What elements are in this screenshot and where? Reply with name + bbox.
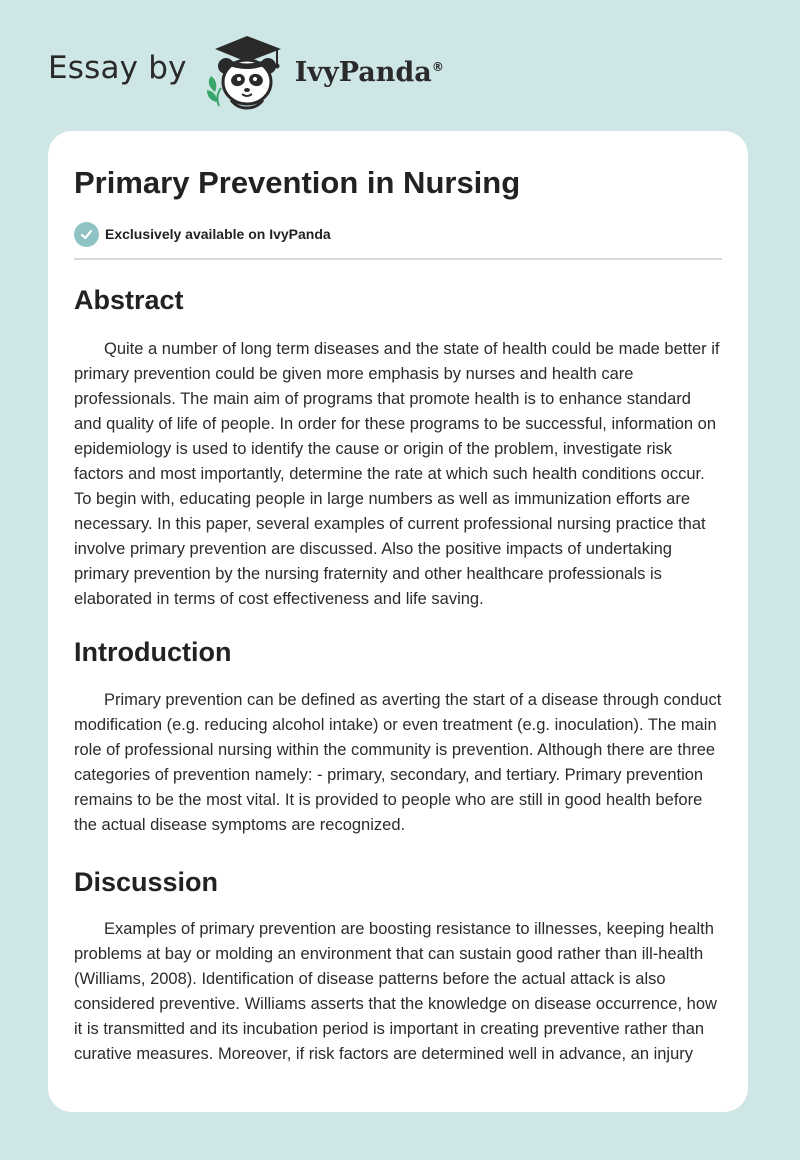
essay-card (48, 131, 748, 1112)
exclusive-badge-label: Exclusively available on IvyPanda (105, 226, 331, 242)
exclusive-badge (74, 220, 722, 248)
divider (74, 258, 722, 260)
brand-name (295, 57, 444, 88)
registered-mark: ® (431, 59, 444, 74)
brand-name-text: IvyPanda (294, 56, 432, 88)
brand-header (48, 32, 444, 112)
section-heading-abstract: Abstract (74, 285, 184, 315)
page-title: Primary Prevention in Nursing (74, 165, 521, 200)
section-body-introduction: Primary prevention can be defined as averting the start of a disease through conduct modification (e.g. reducing alcohol intake) or even treatment (e.g. inoculation). The main role of professional nursing within the community is prevention. Although there are three categories of prevention namely: - primary, secondary, and tertiary. Primary prevention remains to be the most vital. It is provided to people who are still in good health before the actual disease symptoms are recognized. (74, 691, 722, 834)
section-heading-discussion: Discussion (74, 867, 219, 897)
section-body-abstract: Quite a number of long term diseases and the state of health could be made better if primary prevention could be given more emphasis by nurses and health care professionals. The main aim of programs that promote health is to enhance standard and quality of life of people. In order for these programs to be successful, information on epidemiology is used to identify the cause or origin of the problem, investigate risk factors and most importantly, determine the rate at which such health conditions occur. To begin with, educating people in large numbers as well as immunization efforts are necessary. In this paper, several examples of current professional nursing practice that involve primary prevention are discussed. Also the positive impacts of undertaking primary prevention by the nursing fraternity and other healthcare professionals is elaborated in terms of cost effectiveness and life saving. (74, 340, 720, 608)
section-heading-introduction: Introduction (74, 637, 232, 667)
section-body-discussion: Examples of primary prevention are boosting resistance to illnesses, keeping health problems at bay or molding an environment that can sustain good rather than ill-health (Williams, 2008). Identification of disease patterns before the actual attack is also considered preventive. Williams asserts that the knowledge on disease occurrence, how it is transmitted and its incubation period is important in creating preventive rather than curative measures. Moreover, if risk factors are determined well in advance, an injury (74, 920, 717, 1063)
check-icon (74, 222, 99, 247)
panda-logo-icon (201, 32, 293, 112)
essay-by-label: Essay by (48, 50, 187, 86)
